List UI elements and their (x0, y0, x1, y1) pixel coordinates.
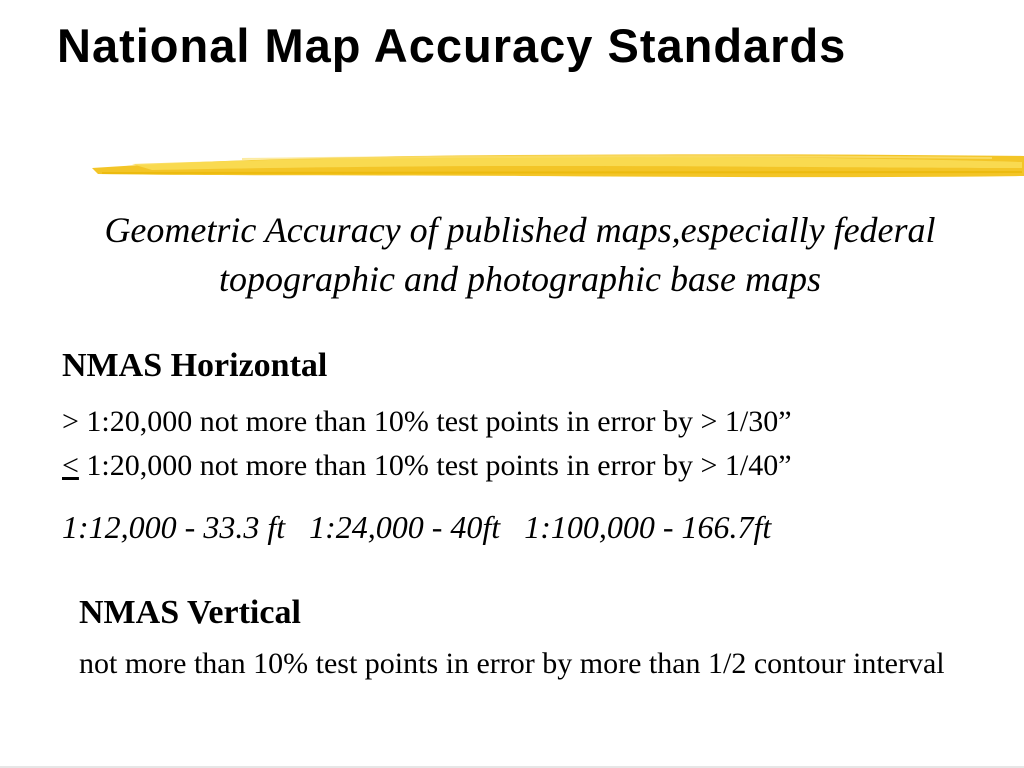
scale-tolerances: 1:12,000 - 33.3 ft 1:24,000 - 40ft 1:100,000 - 166.7ft (62, 509, 772, 545)
horizontal-heading: NMAS Horizontal (62, 347, 328, 384)
vertical-heading: NMAS Vertical (79, 594, 301, 631)
title-underline-brushstroke (92, 146, 1024, 192)
horizontal-rule-line-2 (62, 448, 792, 484)
horizontal-rule-line-1: > 1:20,000 not more than 10% test points in error by > 1/30” (62, 405, 792, 438)
vertical-rule-text: not more than 10% test points in error by more than 1/2 contour interval (79, 647, 945, 680)
less-than-or-equal-symbol: < (62, 449, 79, 482)
slide-subtitle: Geometric Accuracy of published maps,especially federal topographic and photographic base maps (104, 210, 936, 299)
slide-title: National Map Accuracy Standards (57, 19, 847, 72)
horizontal-rule-line-2-text: 1:20,000 not more than 10% test points in error by > 1/40” (78, 449, 792, 482)
